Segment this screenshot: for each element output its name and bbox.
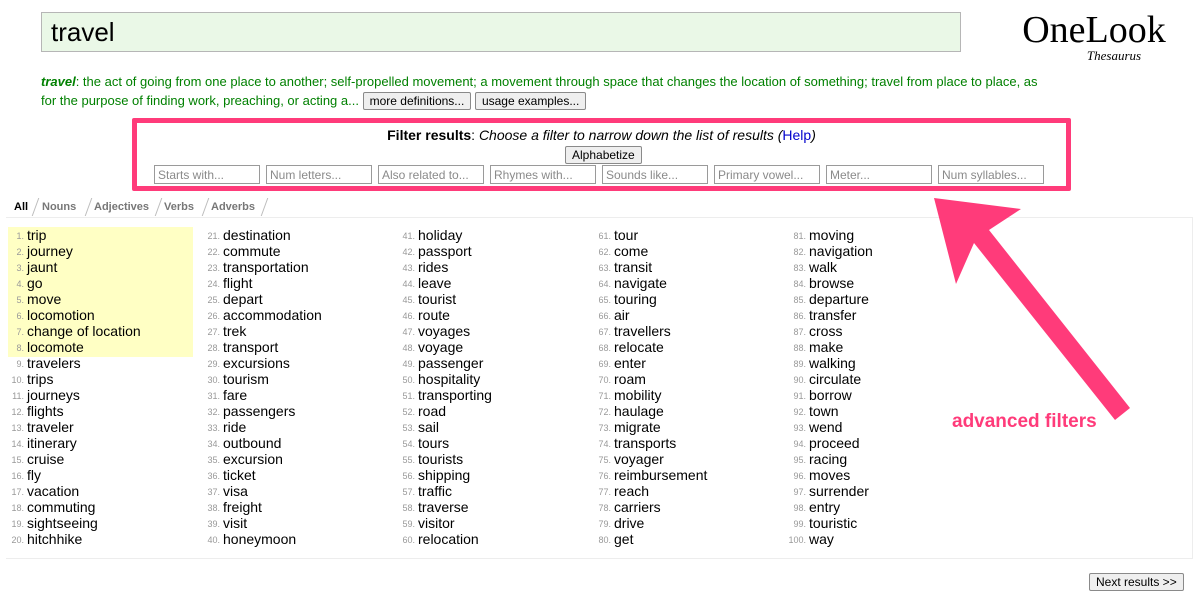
result-word[interactable]: relocate xyxy=(614,339,664,355)
result-rank: 37. xyxy=(207,487,220,497)
result-word[interactable]: road xyxy=(418,403,447,419)
result-rank: 75. xyxy=(598,455,611,465)
result-rank: 97. xyxy=(793,487,806,497)
result-word[interactable]: browse xyxy=(809,275,855,291)
result-rank: 79. xyxy=(598,519,611,529)
result-rank: 77. xyxy=(598,487,611,497)
result-rank: 22. xyxy=(207,247,220,257)
result-rank: 66. xyxy=(598,311,611,321)
result-rank: 44. xyxy=(402,279,415,289)
result-rank: 91. xyxy=(793,391,806,401)
result-rank: 10. xyxy=(11,375,24,385)
result-rank: 7. xyxy=(16,327,24,337)
result-rank: 90. xyxy=(793,375,806,385)
result-rank: 25. xyxy=(207,295,220,305)
result-word[interactable]: entry xyxy=(809,499,841,515)
result-word[interactable]: navigate xyxy=(614,275,667,291)
result-word[interactable]: mobility xyxy=(614,387,662,403)
result-word[interactable]: drive xyxy=(614,515,645,531)
result-word[interactable]: enter xyxy=(614,355,646,371)
result-word[interactable]: route xyxy=(418,307,450,323)
alphabetize-button[interactable]: Alphabetize xyxy=(565,146,642,164)
result-word[interactable]: commute xyxy=(223,243,281,259)
result-rank: 11. xyxy=(12,391,24,401)
result-rank: 81. xyxy=(793,231,806,241)
result-word[interactable]: tours xyxy=(418,435,450,451)
result-word[interactable]: cross xyxy=(809,323,843,339)
result-rank: 3. xyxy=(16,263,24,273)
result-rank: 99. xyxy=(793,519,806,529)
result-rank: 100. xyxy=(788,535,806,545)
logo-main-text: OneLook xyxy=(1022,9,1166,51)
result-rank: 76. xyxy=(598,471,611,481)
result-word[interactable]: trips xyxy=(27,371,54,387)
result-rank: 84. xyxy=(793,279,806,289)
result-word[interactable]: tourist xyxy=(418,291,457,307)
result-rank: 41. xyxy=(402,231,415,241)
result-rank: 55. xyxy=(402,455,415,465)
result-rank: 60. xyxy=(402,535,415,545)
result-rank: 95. xyxy=(793,455,806,465)
result-rank: 78. xyxy=(598,503,611,513)
result-rank: 87. xyxy=(793,327,806,337)
result-rank: 32. xyxy=(207,407,220,417)
logo-sub-text: Thesaurus xyxy=(1086,48,1142,63)
result-rank: 14. xyxy=(11,439,24,449)
result-word[interactable]: locomote xyxy=(27,339,84,355)
result-rank: 21. xyxy=(207,231,220,241)
result-word[interactable]: fare xyxy=(223,387,248,403)
result-word[interactable]: excursion xyxy=(223,451,283,467)
result-rank: 4. xyxy=(16,279,24,289)
result-rank: 94. xyxy=(793,439,806,449)
result-word[interactable]: outbound xyxy=(223,435,282,451)
result-rank: 46. xyxy=(402,311,415,321)
result-rank: 96. xyxy=(793,471,806,481)
result-rank: 57. xyxy=(402,487,415,497)
result-word[interactable]: voyager xyxy=(614,451,664,467)
result-rank: 45. xyxy=(402,295,415,305)
result-rank: 39. xyxy=(207,519,220,529)
result-word[interactable]: honeymoon xyxy=(223,531,297,547)
result-rank: 23. xyxy=(207,263,220,273)
result-word[interactable]: hitchhike xyxy=(27,531,83,547)
result-rank: 19. xyxy=(11,519,24,529)
result-word[interactable]: traveler xyxy=(27,419,74,435)
result-word[interactable]: hospitality xyxy=(418,371,481,387)
result-word[interactable]: relocation xyxy=(418,531,479,547)
result-rank: 65. xyxy=(598,295,611,305)
filter-title: Filter results: Choose a filter to narrow down the list of results (Help) xyxy=(387,127,816,143)
result-word[interactable]: proceed xyxy=(809,435,860,451)
result-rank: 52. xyxy=(402,407,415,417)
result-word[interactable]: go xyxy=(27,275,43,291)
result-rank: 35. xyxy=(207,455,220,465)
result-rank: 5. xyxy=(16,295,24,305)
result-word[interactable]: tourists xyxy=(418,451,464,467)
result-rank: 88. xyxy=(793,343,806,353)
result-rank: 16. xyxy=(11,471,24,481)
result-rank: 30. xyxy=(207,375,220,385)
usage-examples-button[interactable]: usage examples... xyxy=(475,92,586,110)
result-rank: 43. xyxy=(402,263,415,273)
result-word[interactable]: itinerary xyxy=(27,435,77,451)
result-word[interactable]: circulate xyxy=(809,371,862,387)
result-rank: 73. xyxy=(598,423,611,433)
result-rank: 83. xyxy=(793,263,806,273)
result-word[interactable]: voyage xyxy=(418,339,464,355)
result-word[interactable]: transporting xyxy=(418,387,492,403)
result-rank: 93. xyxy=(793,423,806,433)
result-word[interactable]: carriers xyxy=(614,499,661,515)
result-rank: 31. xyxy=(207,391,220,401)
result-word[interactable]: locomotion xyxy=(27,307,95,323)
result-rank: 2. xyxy=(16,247,24,257)
result-rank: 13. xyxy=(11,423,24,433)
result-word[interactable]: travelers xyxy=(27,355,81,371)
result-word[interactable]: air xyxy=(614,307,630,323)
result-rank: 28. xyxy=(207,343,220,353)
result-rank: 64. xyxy=(598,279,611,289)
result-word[interactable]: sail xyxy=(418,419,440,435)
result-word[interactable]: transit xyxy=(614,259,653,275)
result-rank: 33. xyxy=(207,423,220,433)
result-word[interactable]: depart xyxy=(223,291,263,307)
result-word[interactable]: walking xyxy=(809,355,856,371)
result-rank: 71. xyxy=(598,391,611,401)
result-rank: 72. xyxy=(598,407,611,417)
result-rank: 53. xyxy=(402,423,415,433)
result-rank: 67. xyxy=(598,327,611,337)
result-word[interactable]: walk xyxy=(809,259,838,275)
result-rank: 9. xyxy=(16,359,24,369)
result-rank: 26. xyxy=(207,311,220,321)
result-rank: 62. xyxy=(598,247,611,257)
result-rank: 42. xyxy=(402,247,415,257)
result-word[interactable]: leave xyxy=(418,275,452,291)
result-rank: 89. xyxy=(793,359,806,369)
result-word[interactable]: trek xyxy=(223,323,247,339)
result-word[interactable]: passengers xyxy=(223,403,296,419)
result-word[interactable]: transportation xyxy=(223,259,309,275)
result-rank: 6. xyxy=(16,311,24,321)
help-link[interactable]: Help xyxy=(782,127,812,143)
definition-body: : the act of going from one place to another; self-propelled movement; a movement through space that changes the location of something; travel from place to place, as for the purpose of finding work, preaching, or acting a... xyxy=(41,74,1038,108)
tab-nouns[interactable]: Nouns xyxy=(42,201,77,213)
result-word[interactable]: haulage xyxy=(614,403,664,419)
result-rank: 82. xyxy=(793,247,806,257)
result-rank: 68. xyxy=(598,343,611,353)
advanced-filters-annotation: advanced filters xyxy=(952,411,1097,432)
result-word[interactable]: reach xyxy=(614,483,650,499)
result-word[interactable]: freight xyxy=(223,499,262,515)
result-word[interactable]: excursions xyxy=(223,355,290,371)
result-word[interactable]: visit xyxy=(223,515,248,531)
result-word[interactable]: travellers xyxy=(614,323,671,339)
result-word[interactable]: change of location xyxy=(27,323,141,339)
result-rank: 48. xyxy=(402,343,415,353)
result-word[interactable]: migrate xyxy=(614,419,661,435)
next-results-button[interactable]: Next results >> xyxy=(1089,573,1184,591)
result-rank: 17. xyxy=(11,487,24,497)
result-word[interactable]: navigation xyxy=(809,243,873,259)
result-word[interactable]: passenger xyxy=(418,355,484,371)
result-rank: 92. xyxy=(793,407,806,417)
result-word[interactable]: visitor xyxy=(418,515,455,531)
definition-term: travel xyxy=(41,74,76,89)
result-word[interactable]: commuting xyxy=(27,499,96,515)
result-word[interactable]: holiday xyxy=(418,227,463,243)
result-rank: 27. xyxy=(207,327,220,337)
result-rank: 38. xyxy=(207,503,220,513)
result-rank: 34. xyxy=(207,439,220,449)
result-word[interactable]: journeys xyxy=(27,387,80,403)
result-rank: 8. xyxy=(16,343,24,353)
result-word[interactable]: touring xyxy=(614,291,657,307)
result-word[interactable]: trip xyxy=(27,227,47,243)
result-rank: 69. xyxy=(598,359,611,369)
result-rank: 70. xyxy=(598,375,611,385)
result-word[interactable]: journey xyxy=(27,243,73,259)
result-rank: 56. xyxy=(402,471,415,481)
result-rank: 58. xyxy=(402,503,415,513)
result-word[interactable]: moves xyxy=(809,467,851,483)
result-word[interactable]: moving xyxy=(809,227,855,243)
more-definitions-button[interactable]: more definitions... xyxy=(363,92,472,110)
result-rank: 86. xyxy=(793,311,806,321)
result-rank: 29. xyxy=(207,359,220,369)
tab-adjectives[interactable]: Adjectives xyxy=(94,201,150,213)
result-rank: 49. xyxy=(402,359,415,369)
result-rank: 24. xyxy=(207,279,220,289)
result-word[interactable]: traffic xyxy=(418,483,452,499)
result-rank: 74. xyxy=(598,439,611,449)
result-word[interactable]: borrow xyxy=(809,387,852,403)
result-word[interactable]: transports xyxy=(614,435,677,451)
result-word[interactable]: flight xyxy=(223,275,253,291)
result-word[interactable]: destination xyxy=(223,227,291,243)
result-word[interactable]: make xyxy=(809,339,844,355)
result-word[interactable]: ticket xyxy=(223,467,256,483)
result-word[interactable]: get xyxy=(614,531,634,547)
result-word[interactable]: racing xyxy=(809,451,848,467)
result-word[interactable]: wend xyxy=(809,419,843,435)
result-word[interactable]: cruise xyxy=(27,451,65,467)
result-word[interactable]: sightseeing xyxy=(27,515,98,531)
tab-verbs[interactable]: Verbs xyxy=(164,201,194,213)
result-word[interactable]: flights xyxy=(27,403,64,419)
result-rank: 1. xyxy=(16,231,24,241)
result-rank: 59. xyxy=(402,519,415,529)
result-word[interactable]: touristic xyxy=(809,515,858,531)
result-word[interactable]: voyages xyxy=(418,323,471,339)
result-rank: 85. xyxy=(793,295,806,305)
result-word[interactable]: surrender xyxy=(809,483,869,499)
result-word[interactable]: visa xyxy=(223,483,248,499)
result-word[interactable]: accommodation xyxy=(223,307,322,323)
result-word[interactable]: move xyxy=(27,291,62,307)
result-rank: 36. xyxy=(207,471,220,481)
result-rank: 61. xyxy=(598,231,611,241)
result-rank: 80. xyxy=(598,535,611,545)
tab-all[interactable]: All xyxy=(14,201,29,213)
result-word[interactable]: vacation xyxy=(27,483,80,499)
result-word[interactable]: traverse xyxy=(418,499,469,515)
result-rank: 15. xyxy=(11,455,24,465)
result-word[interactable]: come xyxy=(614,243,649,259)
result-rank: 18. xyxy=(11,503,24,513)
result-word[interactable]: jaunt xyxy=(27,259,58,275)
result-word[interactable]: transport xyxy=(223,339,279,355)
result-word[interactable]: roam xyxy=(614,371,646,387)
result-word[interactable]: reimbursement xyxy=(614,467,708,483)
result-rank: 40. xyxy=(207,535,220,545)
result-word[interactable]: shipping xyxy=(418,467,471,483)
result-word[interactable]: town xyxy=(809,403,839,419)
result-rank: 63. xyxy=(598,263,611,273)
result-rank: 54. xyxy=(402,439,415,449)
result-rank: 51. xyxy=(402,391,415,401)
result-word[interactable]: departure xyxy=(809,291,869,307)
result-rank: 98. xyxy=(793,503,806,513)
result-word[interactable]: rides xyxy=(418,259,449,275)
result-rank: 20. xyxy=(11,535,24,545)
result-rank: 50. xyxy=(402,375,415,385)
result-word[interactable]: tourism xyxy=(223,371,269,387)
tab-adverbs[interactable]: Adverbs xyxy=(211,201,256,213)
result-word[interactable]: ride xyxy=(223,419,247,435)
result-word[interactable]: way xyxy=(809,531,834,547)
result-word[interactable]: tour xyxy=(614,227,639,243)
result-word[interactable]: transfer xyxy=(809,307,857,323)
result-word[interactable]: passport xyxy=(418,243,472,259)
result-rank: 47. xyxy=(402,327,415,337)
result-word[interactable]: fly xyxy=(27,467,41,483)
result-rank: 12. xyxy=(11,407,24,417)
